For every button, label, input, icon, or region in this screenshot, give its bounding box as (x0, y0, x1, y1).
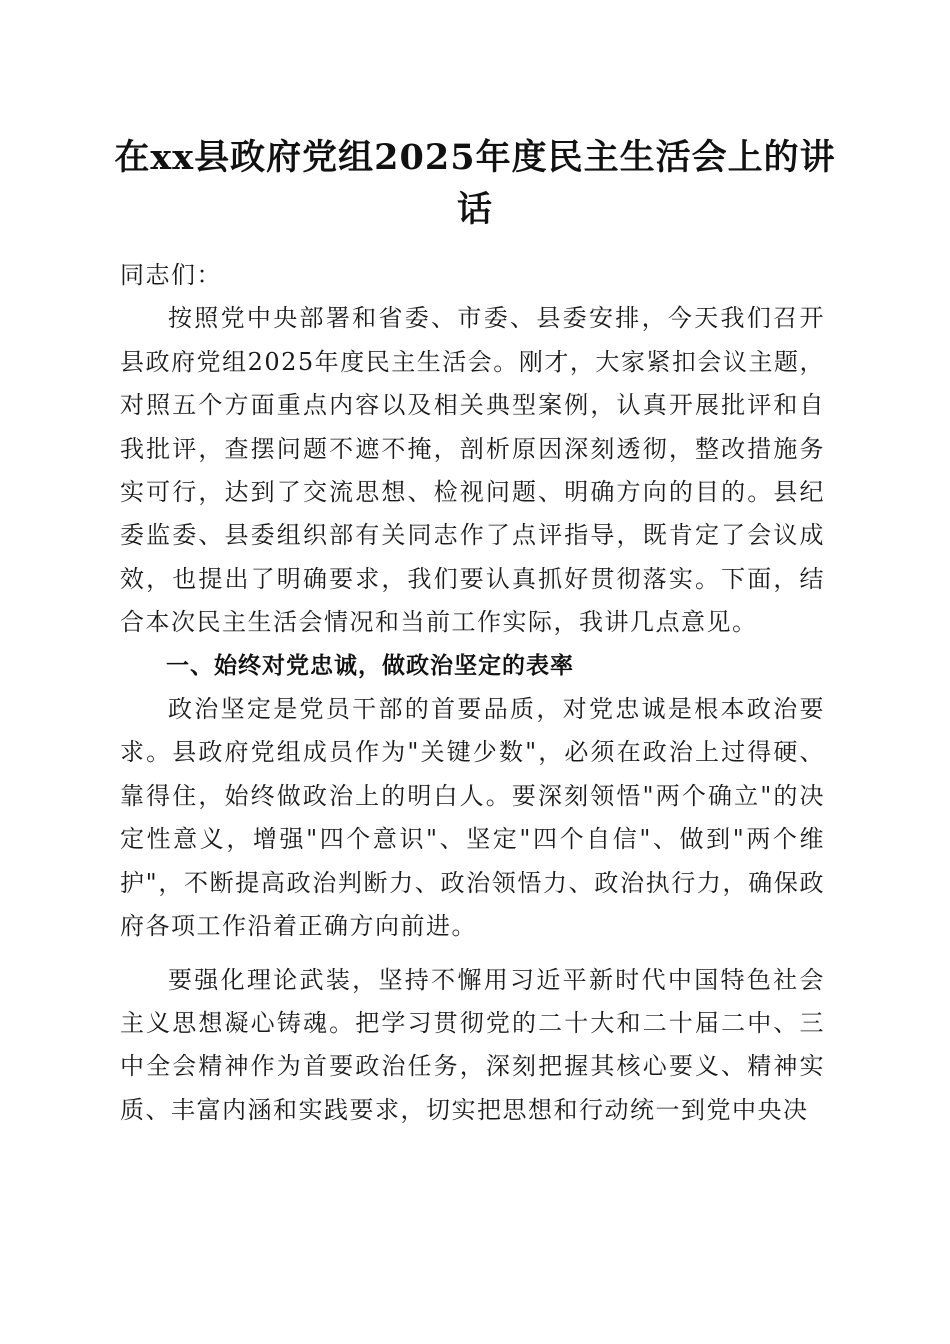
document-body (120, 254, 825, 1132)
paragraph-theory-study: 要强化理论武装，坚持不懈用习近平新时代中国特色社会主义思想凝心铸魂。把学习贯彻党的二十大和二十届二中、三中全会精神作为首要政治任务，深刻把握其核心要义、精神实质、丰富内涵和实践要求，切实把思想和行动统一到党中央决 (120, 965, 825, 1124)
section-heading-1: 一、始终对党忠诚，做政治坚定的表率 (166, 652, 574, 679)
paragraph-political-loyalty: 政治坚定是党员干部的首要品质，对党忠诚是根本政治要求。县政府党组成员作为"关键少数"，必须在政治上过得硬、靠得住，始终做政治上的明白人。要深刻领悟"两个确立"的决定性意义，增强"四个意识"、坚定"四个自信"、做到"两个维护"，不断提高政治判断力、政治领悟力、政治执行力，确保政府各项工作沿着正确方向前进。 (120, 695, 825, 941)
document-title: 在xx县政府党组2025年度民主生活会上的讲话 (114, 137, 836, 230)
salutation: 同志们： (120, 261, 222, 289)
paragraph-intro: 按照党中央部署和省委、市委、县委安排，今天我们召开县政府党组2025年度民主生活会。刚才，大家紧扣会议主题，对照五个方面重点内容以及相关典型案例，认真开展批评和自我批评，查摆问题不遮不掩，剖析原因深刻透彻，整改措施务实可行，达到了交流思想、检视问题、明确方向的目的。县纪委监委、县委组织部有关同志作了点评指导，既肯定了会议成效，也提出了明确要求，我们要认真抓好贯彻落实。下面，结合本次民主生活会情况和当前工作实际，我讲几点意见。 (120, 304, 825, 637)
